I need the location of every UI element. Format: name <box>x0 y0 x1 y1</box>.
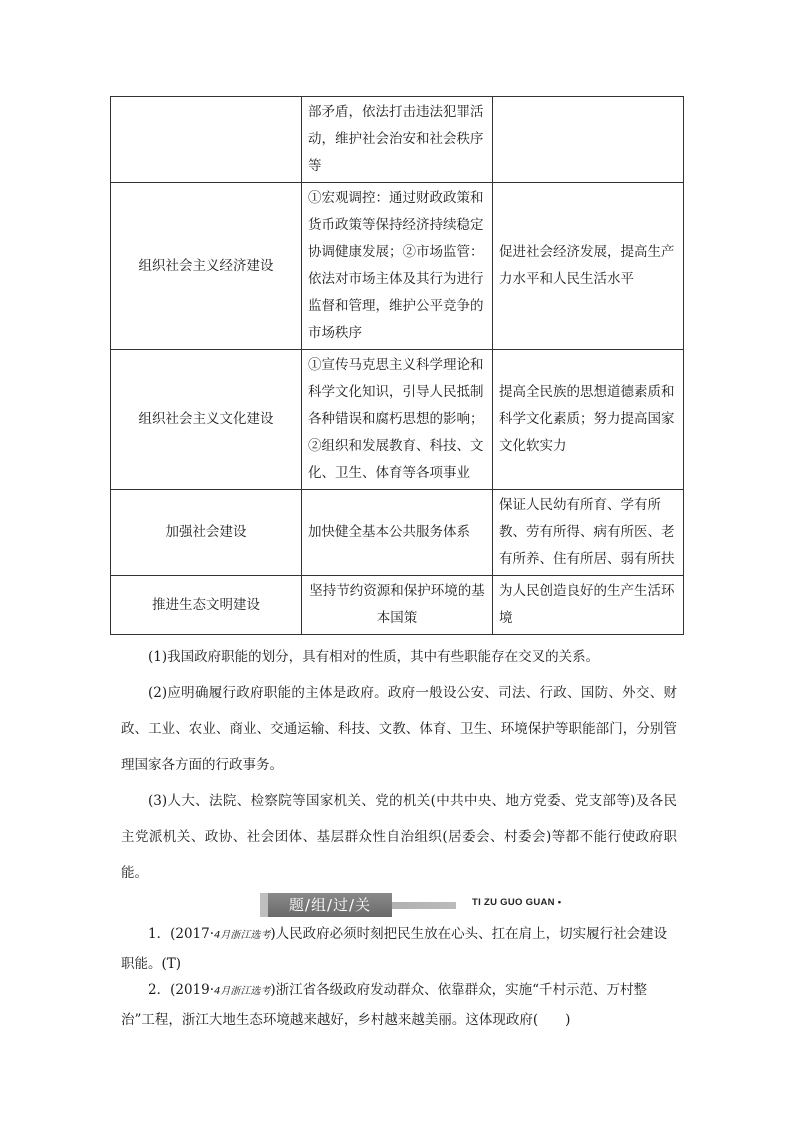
table-row <box>111 490 684 576</box>
table-cell-content: ①宏观调控：通过财政政策和货币政策等保持经济持续稳定协调健康发展；②市场监管：依法对市场主体及其行为进行监督和管理，维护公平竞争的市场秩序 <box>302 183 493 350</box>
question-2-text: )浙江省各级政府发动群众、依靠群众，实施“千村示范、万村整治”工程，浙江大地生态环境越来越好，乡村越来越美丽。这体现政府( ) <box>121 982 648 1028</box>
table-row <box>111 576 684 635</box>
table-cell-goal: 保证人民幼有所育、学有所教、劳有所得、病有所医、老有所养、住有所居、弱有所扶 <box>493 490 684 576</box>
table-row <box>111 350 684 490</box>
table-cell-goal: 促进社会经济发展，提高生产力水平和人民生活水平 <box>493 183 684 350</box>
banner-title: 题/组/过/关 <box>268 893 392 917</box>
table-row <box>111 97 684 183</box>
note-1: (1)我国政府职能的划分，具有相对的性质，其中有些职能存在交叉的关系。 <box>148 649 600 665</box>
question-1-source: 4月浙江选考 <box>214 930 271 941</box>
table-cell-content: 坚持节约资源和保护环境的基本国策 <box>302 576 493 635</box>
note-2: (2)应明确履行政府职能的主体是政府。政府一般设公安、司法、行政、国防、外交、财政、工业、农业、商业、交通运输、科技、文教、体育、卫生、环境保护等职能部门，分别管理国家各方面的行政事务。 <box>121 685 677 773</box>
table-cell-category <box>111 97 302 183</box>
table-cell-goal: 为人民创造良好的生产生活环境 <box>493 576 684 635</box>
section-banner <box>260 893 572 917</box>
table-cell-goal <box>493 97 684 183</box>
question-2 <box>121 976 677 1034</box>
table-cell-category: 加强社会建设 <box>111 490 302 576</box>
table-cell-content: 部矛盾，依法打击违法犯罪活动，维护社会治安和社会秩序等 <box>302 97 493 183</box>
question-2-prefix: 2．(2019· <box>148 982 215 998</box>
question-1-prefix: 1．(2017· <box>148 926 215 942</box>
table-cell-content: ①宣传马克思主义科学理论和科学文化知识，引导人民抵制各种错误和腐朽思想的影响；②组织和发展教育、科技、文化、卫生、体育等各项事业 <box>302 350 493 490</box>
table-cell-content: 加快健全基本公共服务体系 <box>302 490 493 576</box>
table-cell-category: 组织社会主义文化建设 <box>111 350 302 490</box>
banner-pinyin: TI ZU GUO GUAN • <box>472 897 562 908</box>
functions-table <box>110 96 684 635</box>
question-1 <box>121 920 677 978</box>
table-cell-goal: 提高全民族的思想道德素质和科学文化素质；努力提高国家文化软实力 <box>493 350 684 490</box>
table-row <box>111 183 684 350</box>
question-2-source: 4月浙江选考 <box>214 986 271 997</box>
table-cell-category: 推进生态文明建设 <box>111 576 302 635</box>
note-3: (3)人大、法院、检察院等国家机关、党的机关(中共中央、地方党委、党支部等)及各民主党派机关、政协、社会团体、基层群众性自治组织(居委会、村委会)等都不能行使政府职能。 <box>121 793 677 881</box>
banner-tab-edge <box>260 893 268 917</box>
table-cell-category: 组织社会主义经济建设 <box>111 183 302 350</box>
question-1-text: )人民政府必须时刻把民生放在心头、扛在肩上，切实履行社会建设职能。(T) <box>121 926 668 972</box>
